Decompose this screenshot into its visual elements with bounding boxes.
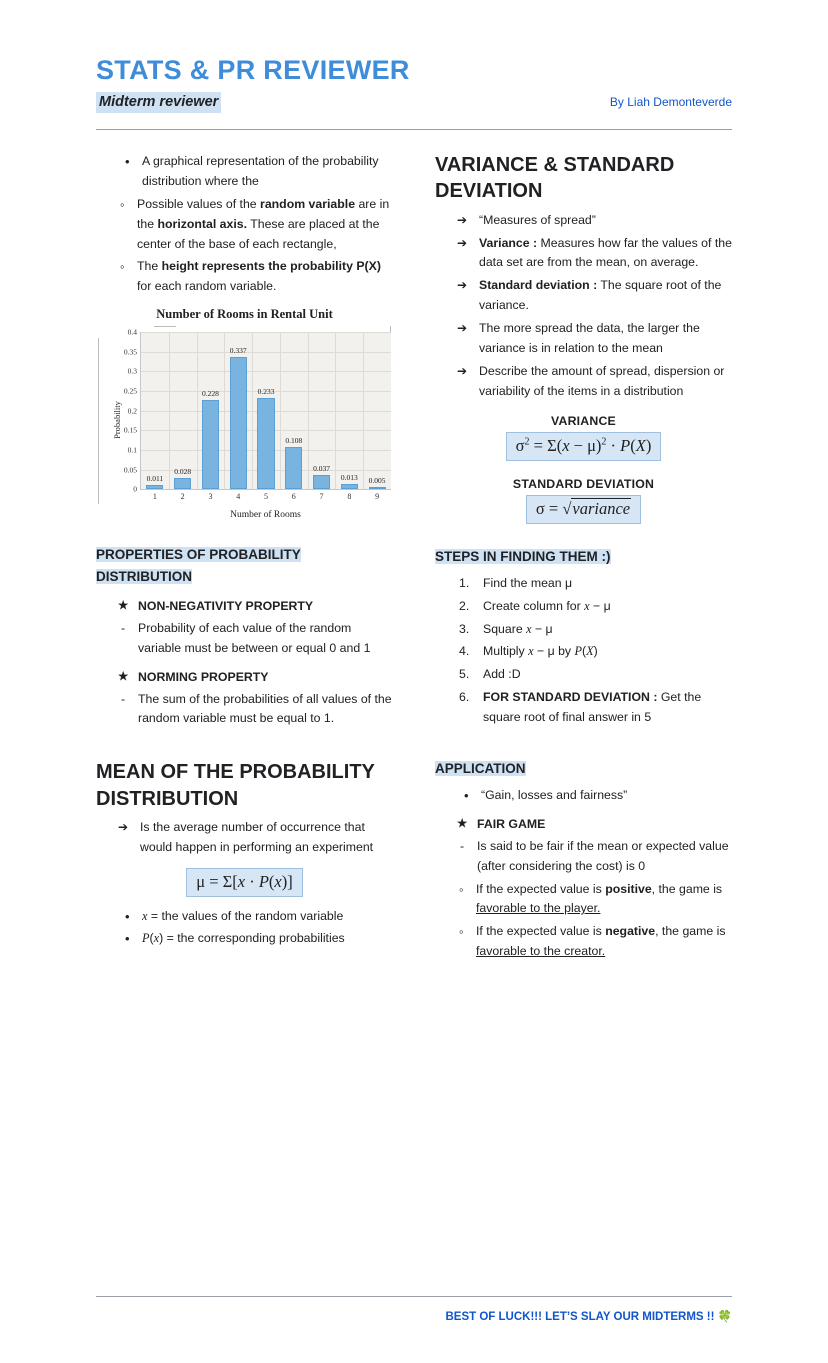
chart-y-tick: 0	[133, 484, 137, 494]
application-heading-wrap	[435, 758, 732, 780]
chart-bar-label: 0.233	[257, 386, 275, 396]
chart-plot-area	[96, 324, 393, 524]
list-item: - The sum of the probabilities of all values of the random variable must be equal to 1.	[118, 690, 393, 730]
chart-bar-label: 0.228	[202, 388, 219, 398]
chart-bar	[230, 357, 247, 489]
steps-heading: STEPS IN FINDING THEM :)	[435, 548, 611, 564]
list-item: - Is said to be fair if the mean or expected value (after considering the cost) is 0	[457, 837, 732, 877]
footer-note	[96, 1309, 732, 1323]
chart-vgridline	[224, 332, 225, 489]
document-footer	[96, 1296, 732, 1323]
chart-bar-label: 0.028	[174, 467, 192, 477]
chart-bar-label: 0.108	[285, 435, 303, 445]
list-item: - Probability of each value of the random variable must be between or equal 0 and 1	[118, 619, 393, 659]
chart-y-tick: 0.2	[127, 406, 137, 416]
list-item: ➔ “Measures of spread”	[457, 211, 732, 231]
list-item: ➔ The more spread the data, the larger the variance is in relation to the mean	[457, 319, 732, 359]
list-item: • x = the values of the random variable	[123, 907, 393, 927]
footer-divider	[96, 1296, 732, 1297]
chart-x-tick: 4	[236, 492, 241, 502]
chart-vgridline	[197, 332, 198, 489]
mean-formula-wrap	[96, 868, 393, 897]
list-item: ◦ If the expected value is positive, the game is favorable to the player.	[458, 880, 732, 920]
footer-text: BEST OF LUCK!!! LET’S SLAY OUR MIDTERMS !!	[445, 1311, 715, 1323]
probability-histogram	[96, 307, 393, 530]
variance-arrow-list	[435, 211, 732, 402]
chart-bar	[341, 484, 358, 489]
steps-heading-wrap	[435, 546, 732, 568]
sd-formula-label: STANDARD DEVIATION	[512, 476, 655, 491]
list-item: Create column for x − μ	[483, 598, 611, 613]
left-column	[96, 152, 393, 964]
fair-game-sublist	[435, 880, 732, 963]
property-1-title-list	[96, 597, 393, 617]
variance-formula-label: VARIANCE	[551, 413, 616, 428]
fair-game-title-list	[435, 815, 732, 835]
list-item: ★ NON-NEGATIVITY PROPERTY	[118, 597, 393, 617]
chart-x-tick: 9	[375, 492, 380, 502]
application-heading: APPLICATION	[435, 761, 526, 777]
chart-x-axis-label: Number of Rooms	[230, 510, 301, 521]
application-list	[435, 786, 732, 806]
document-header	[96, 55, 732, 130]
mean-arrow-list	[96, 818, 393, 858]
property-2-text-list	[96, 690, 393, 730]
list-item: ◦ The height represents the probability P(X) for each random variable.	[119, 257, 393, 297]
chart-bar	[369, 487, 386, 489]
mean-legend-list	[96, 907, 393, 949]
chart-x-tick: 1	[152, 492, 157, 502]
properties-heading-wrap	[96, 544, 393, 588]
list-item: • “Gain, losses and fairness”	[462, 786, 732, 806]
chart-x-tick: 3	[208, 492, 213, 502]
two-column-body	[96, 152, 732, 964]
chart-bar	[285, 447, 302, 489]
chart-bar	[202, 400, 219, 489]
list-item: • P(x) = the corresponding probabilities	[123, 929, 393, 949]
chart-y-tick: 0.05	[123, 465, 137, 475]
chart-gridline	[141, 352, 391, 353]
chart-vgridline	[335, 332, 336, 489]
variance-heading: VARIANCE & STANDARD DEVIATION	[435, 153, 675, 203]
list-item: ◦ Possible values of the random variable are in the horizontal axis. These are placed at the center of the base of each rectangle,	[119, 195, 393, 255]
list-item: • A graphical representation of the probability distribution where the	[123, 152, 393, 192]
list-item: Find the mean μ	[483, 575, 573, 590]
chart-y-tick: 0.15	[123, 425, 137, 435]
chart-bar	[146, 485, 163, 489]
intro-list	[96, 152, 393, 192]
sd-formula-wrap	[435, 495, 732, 524]
chart-gridline	[141, 371, 391, 372]
chart-y-tick: 0.35	[123, 347, 137, 357]
chart-vgridline	[308, 332, 309, 489]
chart-vgridline	[280, 332, 281, 489]
chart-title: Number of Rooms in Rental Unit	[156, 307, 333, 322]
page-title: STATS & PR REVIEWER	[96, 55, 410, 85]
property-1-text-list	[96, 619, 393, 659]
list-item: ★ NORMING PROPERTY	[118, 668, 393, 688]
list-item: ➔ Describe the amount of spread, dispersion or variability of the items in a distribution	[457, 362, 732, 402]
document-subtitle: Midterm reviewer	[96, 92, 221, 113]
chart-bar-label: 0.013	[340, 473, 358, 483]
chart-x-tick: 2	[180, 492, 185, 502]
chart-gridline	[141, 332, 391, 333]
list-item: FOR STANDARD DEVIATION : Get the square root of final answer in 5	[483, 690, 702, 725]
chart-bar-label: 0.011	[146, 473, 164, 483]
chart-y-tick: 0.3	[127, 366, 137, 376]
chart-frame-topleft	[154, 326, 176, 327]
list-item: ➔ Is the average number of occurrence that would happen in performing an experiment	[118, 818, 393, 858]
chart-y-axis-label: Probability	[111, 401, 122, 440]
chart-bar	[313, 475, 330, 490]
chart-x-tick: 7	[319, 492, 324, 502]
intro-sublist	[96, 195, 393, 298]
list-item: ➔ Variance : Measures how far the values of the data set are from the mean, on average.	[457, 234, 732, 274]
list-item: ★ FAIR GAME	[457, 815, 732, 835]
byline: By Liah Demonteverde	[609, 95, 732, 110]
list-item: ◦ If the expected value is negative, the game is favorable to the creator.	[458, 922, 732, 962]
clover-icon: 🍀	[717, 1311, 732, 1323]
header-divider	[96, 129, 732, 130]
properties-heading: PROPERTIES OF PROBABILITY DISTRIBUTION	[96, 547, 301, 585]
chart-vgridline	[363, 332, 364, 489]
fair-game-text-list	[435, 837, 732, 877]
chart-x-tick: 5	[264, 492, 268, 502]
sd-formula: σ = √variance	[526, 495, 641, 524]
list-item: Add :D	[483, 667, 521, 682]
variance-formula-wrap	[435, 432, 732, 461]
chart-x-tick: 8	[347, 492, 352, 502]
subtitle-row	[96, 92, 732, 113]
chart-frame-left	[98, 338, 99, 504]
chart-y-tick: 0.25	[123, 386, 137, 396]
right-column	[435, 152, 732, 964]
chart-bar-label: 0.337	[229, 345, 247, 355]
chart-bar	[174, 478, 191, 489]
list-item: Square x − μ	[483, 621, 553, 636]
chart-y-tick: 0.1	[127, 445, 137, 455]
steps-list	[435, 574, 732, 728]
chart-x-tick: 6	[291, 492, 296, 502]
chart-vgridline	[169, 332, 170, 489]
list-item: Multiply x − μ by P(X)	[483, 644, 598, 659]
mean-formula: μ = Σ[x · P(x)]	[186, 868, 303, 897]
chart-bar	[257, 398, 274, 489]
property-2-title-list	[96, 668, 393, 688]
variance-formula: $\sigma^2 = \Sigma(x - \mu)^2 \cdot P(X)$	[506, 432, 662, 461]
mean-heading: MEAN OF THE PROBABILITY DISTRIBUTION	[96, 761, 375, 810]
chart-bar-label: 0.037	[313, 463, 330, 473]
chart-canvas	[123, 327, 391, 502]
list-item: ➔ Standard deviation : The square root of the variance.	[457, 276, 732, 316]
chart-vgridline	[252, 332, 253, 489]
chart-bar-label: 0.005	[368, 476, 386, 486]
chart-y-tick: 0.4	[127, 327, 137, 337]
